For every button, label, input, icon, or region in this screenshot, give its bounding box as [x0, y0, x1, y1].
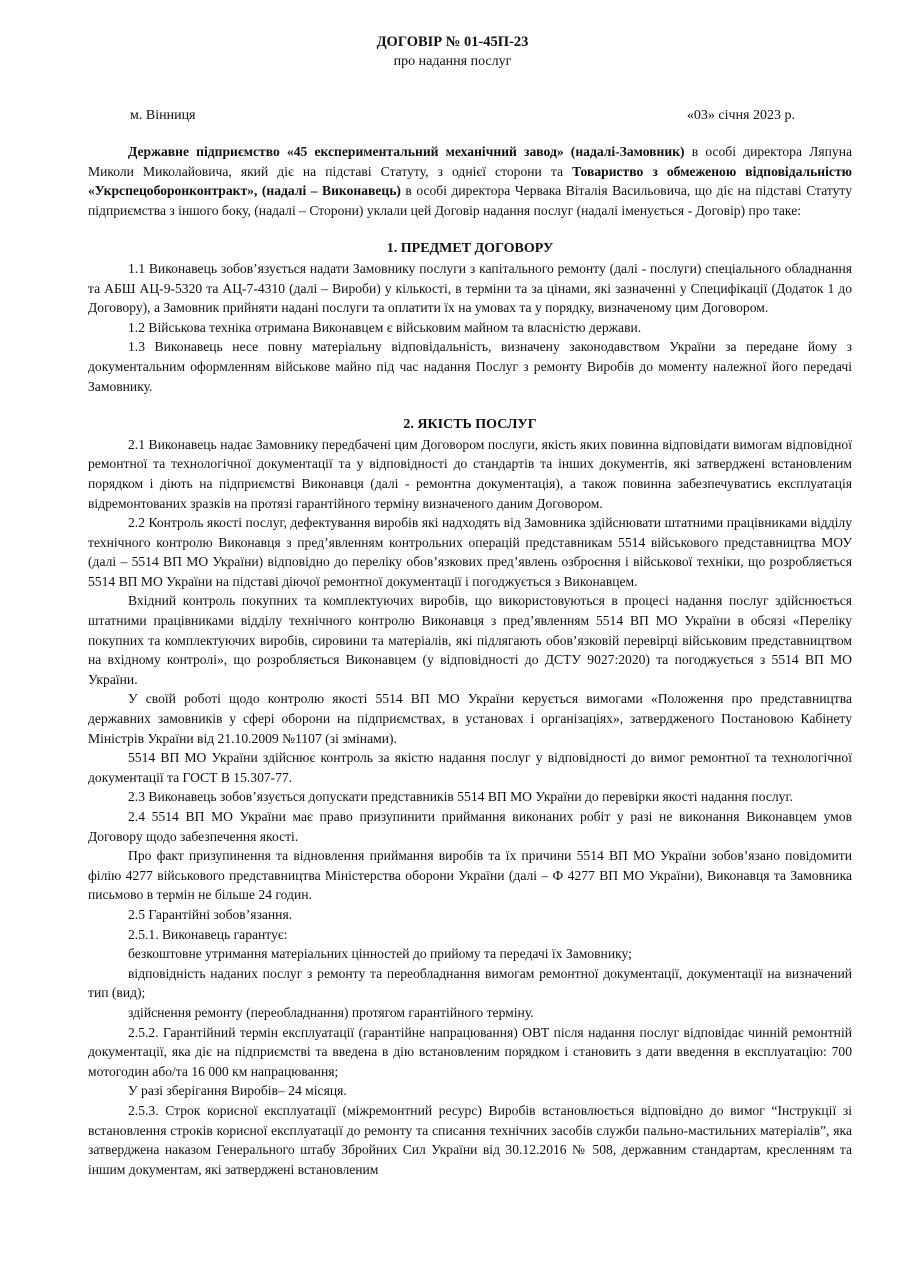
contract-date: «03» січня 2023 р. — [686, 108, 795, 123]
clause-2-2-regulation: У своїй роботі щодо контролю якості 5514 ВП МО України керується вимогами «Положення про представництва державних замовників у сфері оборони на підприємствах, в установах і організаціях», затвердженого Постановою Кабінету Міністрів України від 21.10.2009 №1107 (зі змінами). — [88, 691, 852, 746]
clause-2-3: 2.3 Виконавець зобов’язується допускати представників 5514 ВП МО України до перевірки якості надання послуг. — [128, 789, 793, 805]
clause-2-5-1-c: здійснення ремонту (переобладнання) протягом гарантійного терміну. — [128, 1004, 534, 1020]
clause-1-2: 1.2 Військова техніка отримана Виконавцем є військовим майном та власністю держави. — [128, 319, 642, 335]
clause-2-1: 2.1 Виконавець надає Замовнику передбачені цим Договором послуги, якість яких повинна відповідати вимогам відповідної ремонтної та технологічної документації та у відповідності до стандартів та інших документів, які затверджені встановленим порядком і діють на підприємстві Виконавця (далі - ремонтна документація), а також повинна забезпечуватись експлуатація відремонтованих зразків на протязі гарантійного терміну визначеного даним Договором. — [88, 436, 852, 511]
clause-2-4: 2.4 5514 ВП МО України має право призупинити приймання виконаних робіт у разі не виконання Виконавцем умов Договору щодо забезпечення якості. — [88, 809, 852, 844]
clause-2-5-3: 2.5.3. Строк корисної експлуатації (міжремонтний ресурс) Виробів встановлюється відповідно до вимог “Інструкції зі встановлення строків корисної експлуатації до ремонту та списання технічних засобів служби пально-мастильних матеріалів”, яка затверджена наказом Генерального штабу Збройних Сил України від 30.12.2016 № 508, державним стандартам, кресленням та іншим документам, які затверджені встановленим — [88, 1102, 852, 1177]
clause-2-5-2-storage: У разі зберігання Виробів– 24 місяця. — [128, 1083, 347, 1099]
section-1-heading: 1. ПРЕДМЕТ ДОГОВОРУ — [386, 241, 554, 257]
contract-title: ДОГОВІР № 01-45П-23 — [376, 34, 529, 50]
clause-2-5-1-a: безкоштовне утримання матеріальних цінностей до прийому та передачі їх Замовнику; — [128, 946, 632, 962]
clause-2-5-1-b: відповідність наданих послуг з ремонту та переобладнання вимогам ремонтної документації, документації на визначений тип (вид); — [88, 965, 852, 1001]
party2-name: Товариство з обмеженою відповідальністю «Укрспецоборонконтракт», (надалі – Виконавець) — [88, 163, 853, 199]
party1-name: Державне підприємство «45 експериментальний механічний завод» (надалі-Замовник) — [128, 144, 685, 159]
clause-1-3: 1.3 Виконавець несе повну матеріальну відповідальність, визначену законодавством України за передане йому з документальним оформленням військове майно під час надання Послуг з ремонту Виробів до моменту належної його передачі Замовнику. — [88, 339, 852, 394]
party2-text: в особі директора Червака Віталія Васильовича, що діє на підставі Статуту підприємства з іншого боку, (надалі – Сторони) уклали цей Договір надання послуг (надалі іменується - Договір) про таке: — [88, 183, 852, 218]
clause-2-5-1: 2.5.1. Виконавець гарантує: — [128, 926, 288, 942]
clause-2-4-notification: Про факт призупинення та відновлення приймання виробів та їх причини 5514 ВП МО України зобов’язано повідомити філію 4277 військового представництва Міністерства оборони України (далі – Ф 4277 ВП МО України), Виконавця та Замовника письмово в термін не більше 24 годин. — [88, 848, 852, 903]
contract-city: м. Вінниця — [130, 108, 196, 123]
contract-subtitle: про надання послуг — [393, 54, 512, 69]
contract-body — [88, 142, 852, 1179]
clause-1-1: 1.1 Виконавець зобов’язується надати Замовнику послуги з капітального ремонту (далі - послуги) спеціального обладнання та АБШ АЦ-9-5320 та АЦ-7-4310 (далі – Вироби) у кількості, в терміни та за цінами, які зазначенні у Специфікації (Додаток 1 до Договору), а Замовник прийняти надані послуги та оплатити їх на умовах та у порядку, визначеному цим Договором. — [88, 260, 852, 316]
clause-2-2: 2.2 Контроль якості послуг, дефектування виробів які надходять від Замовника здійснювати штатними працівниками відділу технічного контролю Виконавця з пред’явленням контрольних операцій представникам 5514 військового представництва МОУ (далі – 5514 ВП МО України) відповідно до переліку обов’язкових пред’явлень озброєння і військової техніки, що розробляється 5514 ВП МО України на підставі діючої ремонтної документації і погоджується з Виконавцем. — [88, 515, 852, 589]
clause-2-2-standards: 5514 ВП МО України здійснює контроль за якістю надання послуг у відповідності до вимог ремонтної та технологічної документації та ГОСТ В 15.307-77. — [88, 750, 852, 785]
clause-2-5: 2.5 Гарантійні зобов’язання. — [128, 906, 293, 922]
clause-2-2-incoming-control: Вхідний контроль покупних та комплектуючих виробів, що використовуються в процесі надання послуг здійснюється штатними працівниками відділу технічного контролю Виконавця з пред’явленням 5514 ВП МО України в обсязі «Переліку покупних та комплектуючих виробів, сировини та матеріалів, які підлягають обов’язковій перевірці військовим представництвом на вхідному контролі», що розробляється Виконавцем (у відповідності до ДСТУ 9027:2020) та погоджується з 5514 ВП МО України. — [88, 593, 852, 687]
party1-text: в особі директора Ляпуна Миколи Миколайовича, який діє на підставі Статуту, з однієї сторони та — [88, 144, 853, 179]
clause-2-5-2: 2.5.2. Гарантійний термін експлуатації (гарантійне напрацювання) ОВТ після надання послуг відповідає чинній ремонтній документації, яка діє на підприємстві та введена в дію встановленим порядком і становить з дати введення в експлуатацію: 700 мотогодин або/та 16 000 км напрацювання; — [88, 1024, 852, 1079]
section-2-heading: 2. ЯКІСТЬ ПОСЛУГ — [403, 417, 537, 433]
preamble — [88, 142, 852, 220]
